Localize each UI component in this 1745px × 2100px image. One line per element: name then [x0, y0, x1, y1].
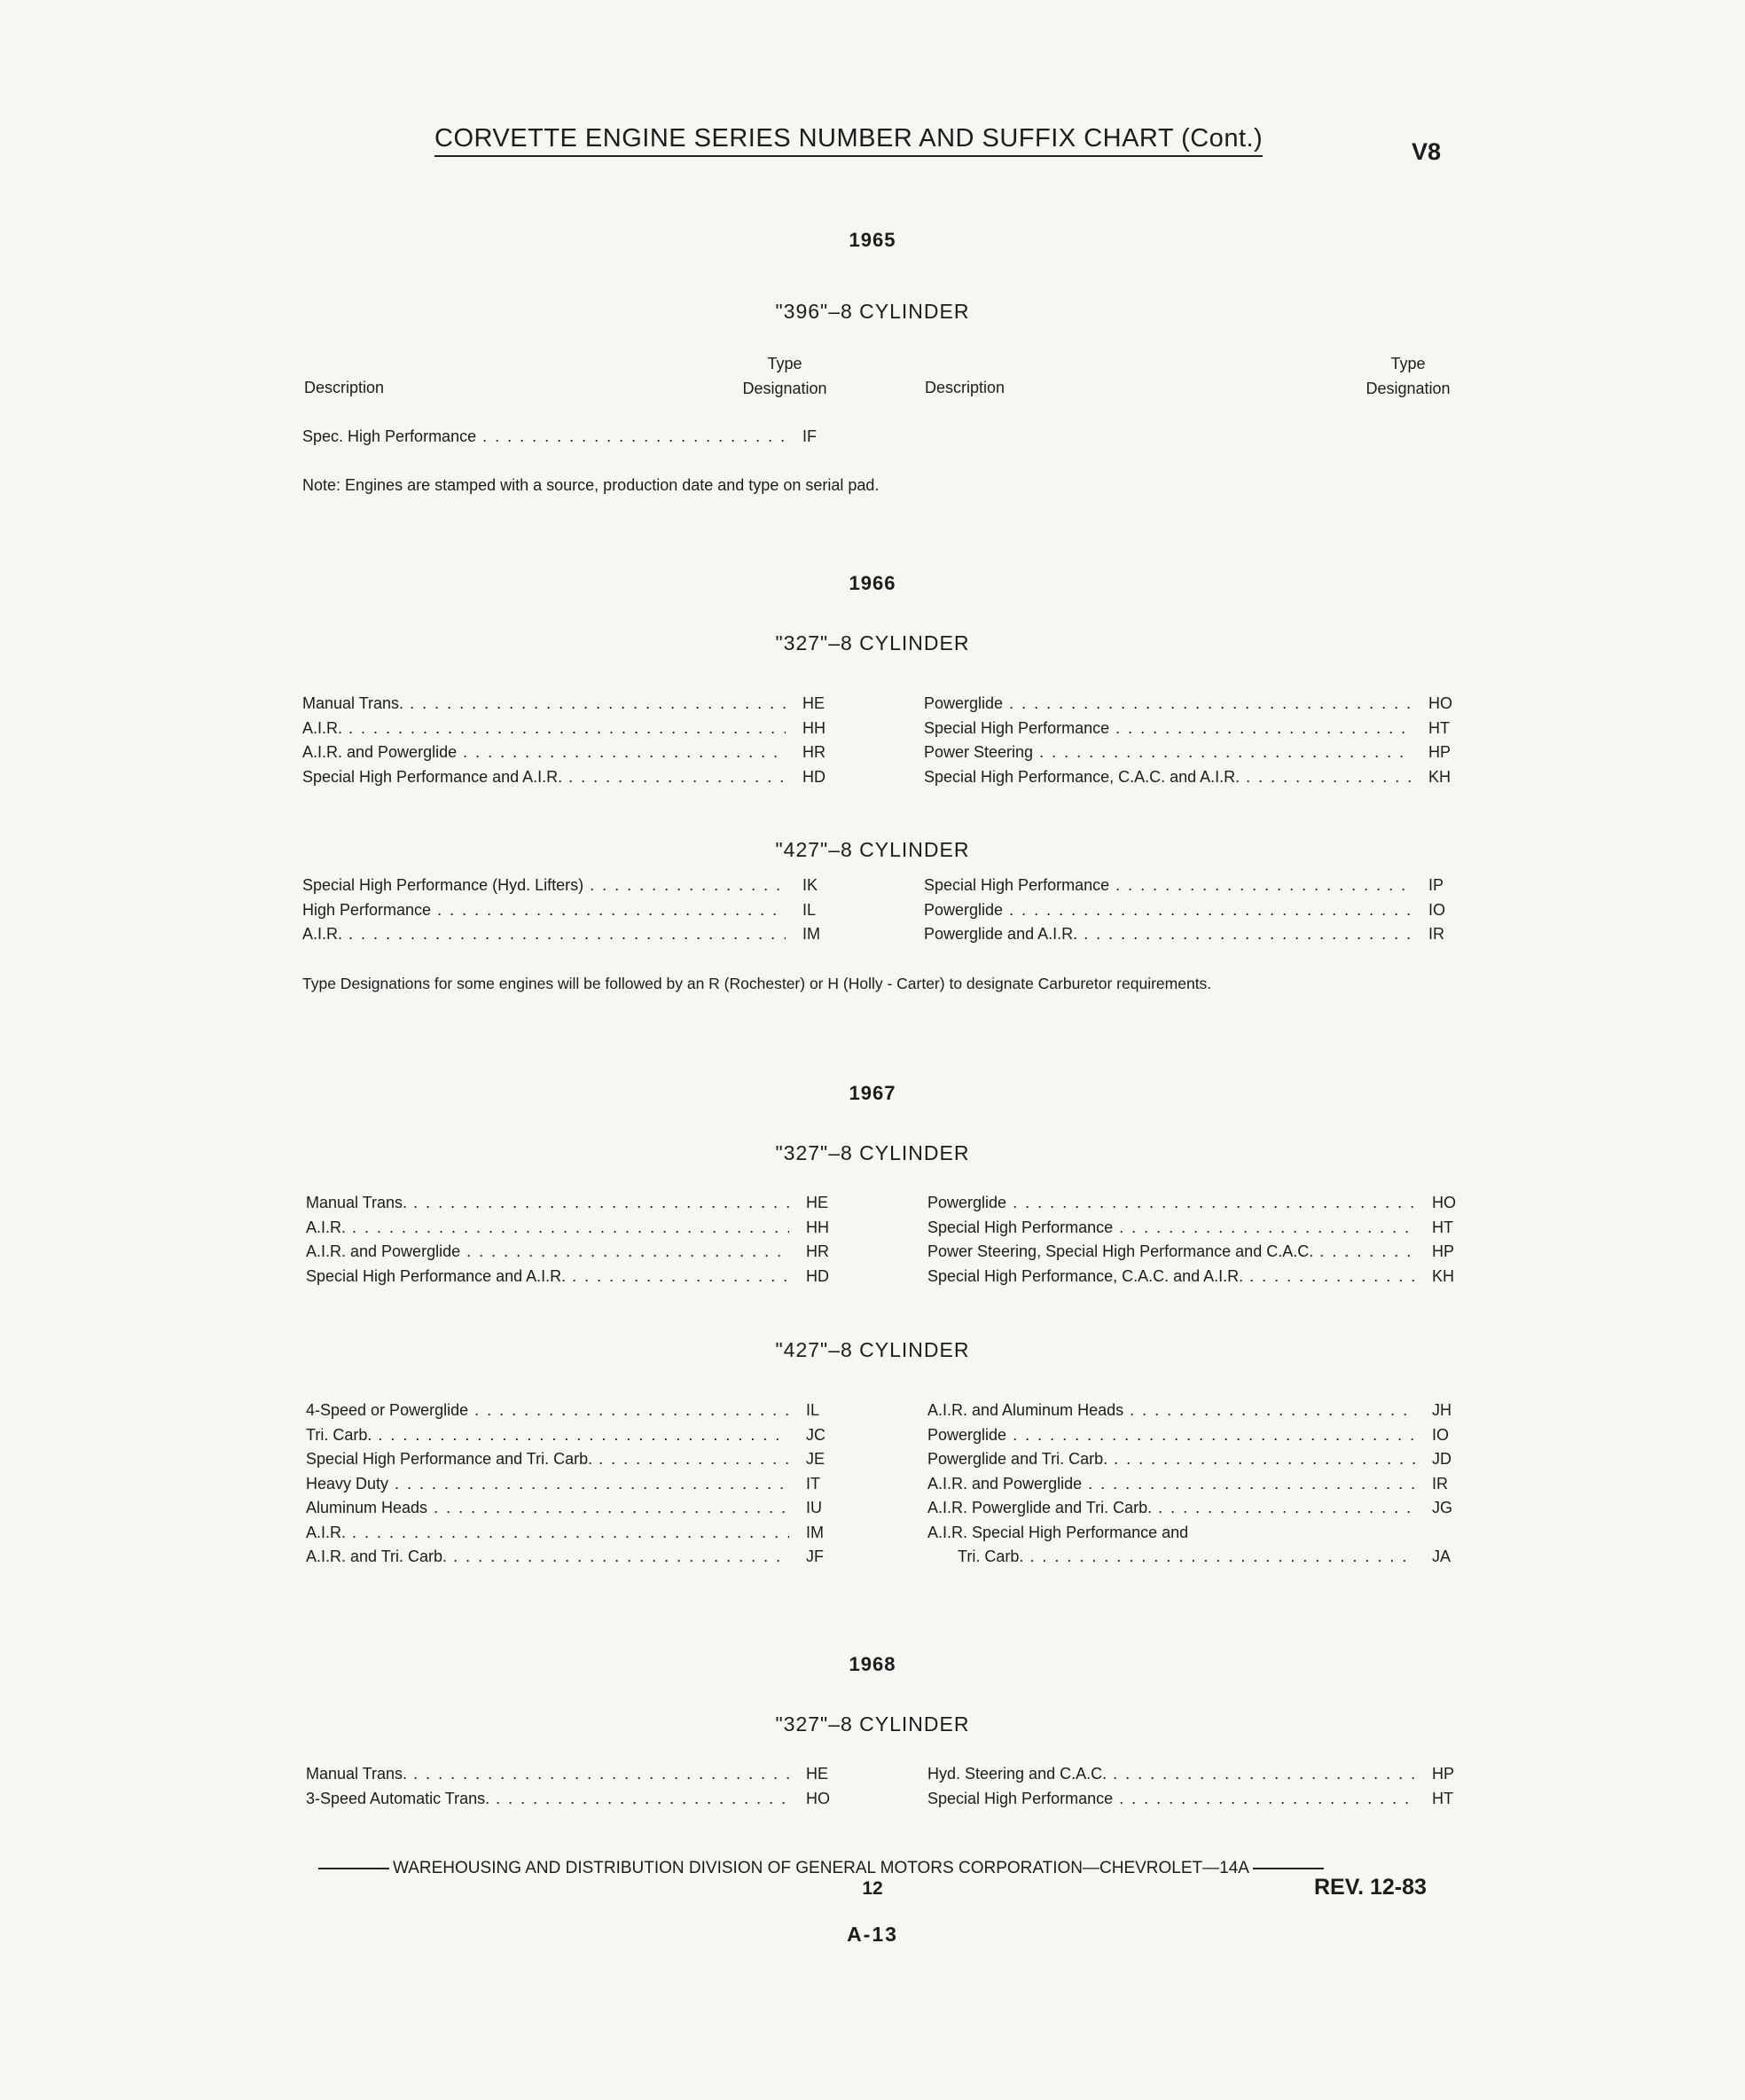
row-type-designation: HD: [802, 767, 826, 786]
row-description: 3-Speed Automatic Trans. . . .: [306, 1790, 789, 1808]
footer-rule-left: [318, 1868, 389, 1869]
row-description: Special High Performance, C.A.C. and A.I.R. . . .: [924, 768, 1412, 787]
row-type-designation: IT: [806, 1474, 820, 1493]
table-1966-327-left: [302, 694, 834, 792]
row-description: Powerglide . . .: [924, 694, 1412, 713]
cylinder-427-heading-1967: "427"–8 CYLINDER: [775, 1338, 970, 1361]
table-1968-327-right: [927, 1765, 1464, 1814]
table-1967-427-right: [927, 1401, 1464, 1572]
column-header-description-right: Description: [925, 379, 1006, 396]
row-type-designation: HT: [1428, 718, 1450, 737]
table-row: [927, 1218, 1464, 1243]
row-type-designation: IO: [1428, 900, 1446, 919]
row-type-designation: IU: [806, 1499, 822, 1516]
table-row: [927, 1499, 1464, 1524]
table-1966-427-left: [302, 876, 834, 950]
table-row: [306, 1475, 838, 1500]
table-row: [927, 1765, 1464, 1790]
row-description: A.I.R. and Powerglide . . .: [302, 743, 786, 762]
row-description: Tri. Carb. . . .: [306, 1426, 789, 1445]
row-description: A.I.R. and Aluminum Heads . . .: [927, 1401, 1415, 1420]
table-row: [306, 1524, 838, 1548]
table-row: [924, 901, 1460, 926]
row-description: Spec. High Performance . . .: [302, 427, 786, 446]
table-row: [924, 719, 1460, 744]
column-header-type-right: Type Designation: [1365, 355, 1451, 397]
row-description: A.I.R. . . .: [306, 1218, 789, 1237]
row-type-designation: HO: [1432, 1194, 1456, 1211]
row-description: A.I.R. . . .: [302, 925, 786, 944]
row-description: Powerglide . . .: [924, 901, 1412, 920]
cylinder-327-heading-1966: "327"–8 CYLINDER: [775, 631, 970, 654]
table-1967-327-left: [306, 1194, 838, 1291]
year-1967-heading: 1967: [849, 1082, 896, 1104]
table-row: [302, 694, 834, 719]
row-description: Special High Performance . . .: [924, 876, 1412, 895]
note-1966: Type Designations for some engines will be followed by an R (Rochester) or H (Holly - Carter) to designate Carburetor requirements.: [302, 975, 1212, 992]
row-type-designation: IR: [1428, 925, 1444, 943]
row-type-designation: JC: [806, 1425, 826, 1444]
table-row: [924, 876, 1460, 901]
table-row: [306, 1499, 838, 1524]
table-row: [924, 694, 1460, 719]
row-type-designation: IL: [802, 900, 817, 919]
row-description: Tri. Carb. . . .: [927, 1548, 1415, 1566]
row-description: Manual Trans. . . .: [302, 694, 786, 713]
table-row: [927, 1267, 1464, 1292]
table-row: [927, 1426, 1464, 1451]
row-description: Special High Performance and Tri. Carb. . . .: [306, 1450, 789, 1469]
table-row: [302, 901, 834, 926]
row-description: Powerglide . . .: [927, 1194, 1415, 1212]
table-row: [306, 1194, 838, 1218]
page-title: CORVETTE ENGINE SERIES NUMBER AND SUFFIX CHART (Cont.): [434, 124, 1263, 157]
table-row: [306, 1267, 838, 1292]
year-1965-heading: 1965: [849, 229, 896, 251]
row-type-designation: HR: [806, 1242, 829, 1260]
row-type-designation: JE: [806, 1450, 826, 1468]
row-type-designation: HD: [806, 1266, 829, 1285]
footer-division-text: WAREHOUSING AND DISTRIBUTION DIVISION OF GENERAL MOTORS CORPORATION—CHEVROLET—14A: [393, 1859, 1249, 1877]
row-description: Special High Performance . . .: [927, 1790, 1415, 1808]
row-description: A.I.R. Powerglide and Tri. Carb. . . .: [927, 1499, 1415, 1517]
row-type-designation: IP: [1428, 876, 1444, 894]
table-row: [302, 427, 834, 452]
row-type-designation: HO: [806, 1789, 830, 1807]
row-description: Power Steering, Special High Performance and C.A.C. . . .: [927, 1242, 1415, 1261]
row-type-designation: HT: [1432, 1218, 1453, 1236]
column-header-type-left: Type Designation: [742, 355, 827, 397]
table-row: [306, 1790, 838, 1814]
row-description: Powerglide . . .: [927, 1426, 1415, 1445]
row-type-designation: JH: [1432, 1401, 1452, 1419]
table-row: [302, 743, 834, 768]
table-row: [927, 1242, 1464, 1267]
row-type-designation: JA: [1432, 1548, 1452, 1565]
footer-division-line: [315, 1859, 1452, 1878]
row-type-designation: HT: [1432, 1789, 1453, 1807]
table-row: [306, 1218, 838, 1243]
row-type-designation: HP: [1428, 743, 1452, 761]
row-description: A.I.R. and Tri. Carb. . . .: [306, 1548, 789, 1566]
row-type-designation: HE: [806, 1194, 829, 1211]
table-row: [306, 1401, 838, 1426]
row-type-designation: HR: [802, 743, 826, 761]
note-1965: Note: Engines are stamped with a source, production date and type on serial pad.: [302, 476, 880, 494]
row-type-designation: IK: [802, 876, 818, 894]
revision-label: REV. 12-83: [1314, 1875, 1427, 1900]
table-row: [924, 743, 1460, 768]
table-1965-left: [302, 427, 834, 452]
row-description: Aluminum Heads . . .: [306, 1499, 789, 1517]
table-row: [927, 1450, 1464, 1475]
row-description: A.I.R. Special High Performance and: [927, 1523, 1189, 1541]
row-description: Powerglide and A.I.R. . . .: [924, 925, 1412, 944]
row-description: Power Steering . . .: [924, 743, 1412, 762]
table-row: [302, 768, 834, 793]
row-description: High Performance . . .: [302, 901, 786, 920]
row-description: Special High Performance (Hyd. Lifters) . . .: [302, 876, 786, 895]
row-description: Heavy Duty . . .: [306, 1475, 789, 1493]
row-description: Powerglide and Tri. Carb. . . .: [927, 1450, 1415, 1469]
row-type-designation: HE: [802, 694, 826, 712]
table-1966-327-right: [924, 694, 1460, 792]
table-1966-427-right: [924, 876, 1460, 950]
row-description: 4-Speed or Powerglide . . .: [306, 1401, 789, 1420]
row-description: Manual Trans. . . .: [306, 1765, 789, 1783]
table-row: [306, 1450, 838, 1475]
table-row: [927, 1548, 1464, 1572]
cylinder-396-heading-1965: "396"–8 CYLINDER: [775, 300, 970, 323]
row-type-designation: KH: [1428, 767, 1452, 786]
table-row: [306, 1548, 838, 1572]
row-description: Special High Performance . . .: [924, 719, 1412, 738]
row-description: Special High Performance . . .: [927, 1218, 1415, 1237]
row-type-designation: HE: [806, 1765, 829, 1783]
row-description: A.I.R. and Powerglide . . .: [306, 1242, 789, 1261]
row-type-designation: HO: [1428, 694, 1452, 712]
table-row: [927, 1475, 1464, 1500]
cylinder-327-heading-1968: "327"–8 CYLINDER: [775, 1712, 970, 1736]
page-number: 12: [862, 1878, 883, 1899]
row-type-designation: KH: [1432, 1266, 1455, 1285]
row-type-designation: IM: [802, 925, 820, 943]
row-type-designation: IR: [1432, 1474, 1448, 1493]
table-row: [306, 1426, 838, 1451]
cylinder-427-heading-1966: "427"–8 CYLINDER: [775, 838, 970, 861]
row-type-designation: IF: [802, 427, 817, 445]
row-description: Special High Performance and A.I.R. . . .: [306, 1267, 789, 1286]
row-description: Manual Trans. . . .: [306, 1194, 789, 1212]
table-row: [927, 1401, 1464, 1426]
table-row: [302, 925, 834, 950]
row-type-designation: HP: [1432, 1765, 1455, 1783]
column-header-description-left: Description: [304, 379, 385, 396]
table-1968-327-left: [306, 1765, 838, 1814]
row-description: Special High Performance, C.A.C. and A.I.R. . . .: [927, 1267, 1415, 1286]
row-type-designation: HH: [802, 718, 826, 737]
row-type-designation: JF: [806, 1548, 824, 1565]
table-row: [306, 1765, 838, 1790]
table-row: [927, 1194, 1464, 1218]
row-type-designation: HH: [806, 1218, 829, 1236]
year-1968-heading: 1968: [849, 1653, 896, 1675]
appendix-page-number: A-13: [847, 1923, 898, 1946]
table-row: [924, 925, 1460, 950]
row-description: A.I.R. . . .: [306, 1524, 789, 1542]
row-type-designation: HP: [1432, 1242, 1455, 1260]
year-1966-heading: 1966: [849, 572, 896, 594]
table-row: [927, 1790, 1464, 1814]
row-type-designation: JG: [1432, 1499, 1453, 1516]
table-row: [306, 1242, 838, 1267]
row-description: Special High Performance and A.I.R. . . .: [302, 768, 786, 787]
row-description: A.I.R. and Powerglide . . .: [927, 1475, 1415, 1493]
row-type-designation: JD: [1432, 1450, 1452, 1468]
cylinder-327-heading-1967: "327"–8 CYLINDER: [775, 1141, 970, 1164]
engine-type-label: V8: [1412, 138, 1442, 165]
table-1967-327-right: [927, 1194, 1464, 1291]
footer-rule-right: [1253, 1868, 1324, 1869]
row-type-designation: IL: [806, 1401, 820, 1419]
table-row: [302, 876, 834, 901]
row-description: A.I.R. . . .: [302, 719, 786, 738]
row-type-designation: IM: [806, 1523, 824, 1541]
row-type-designation: IO: [1432, 1425, 1450, 1444]
table-row: [927, 1524, 1464, 1548]
row-description: Hyd. Steering and C.A.C. . . .: [927, 1765, 1415, 1783]
table-row: [302, 719, 834, 744]
table-1967-427-left: [306, 1401, 838, 1572]
table-row: [924, 768, 1460, 793]
